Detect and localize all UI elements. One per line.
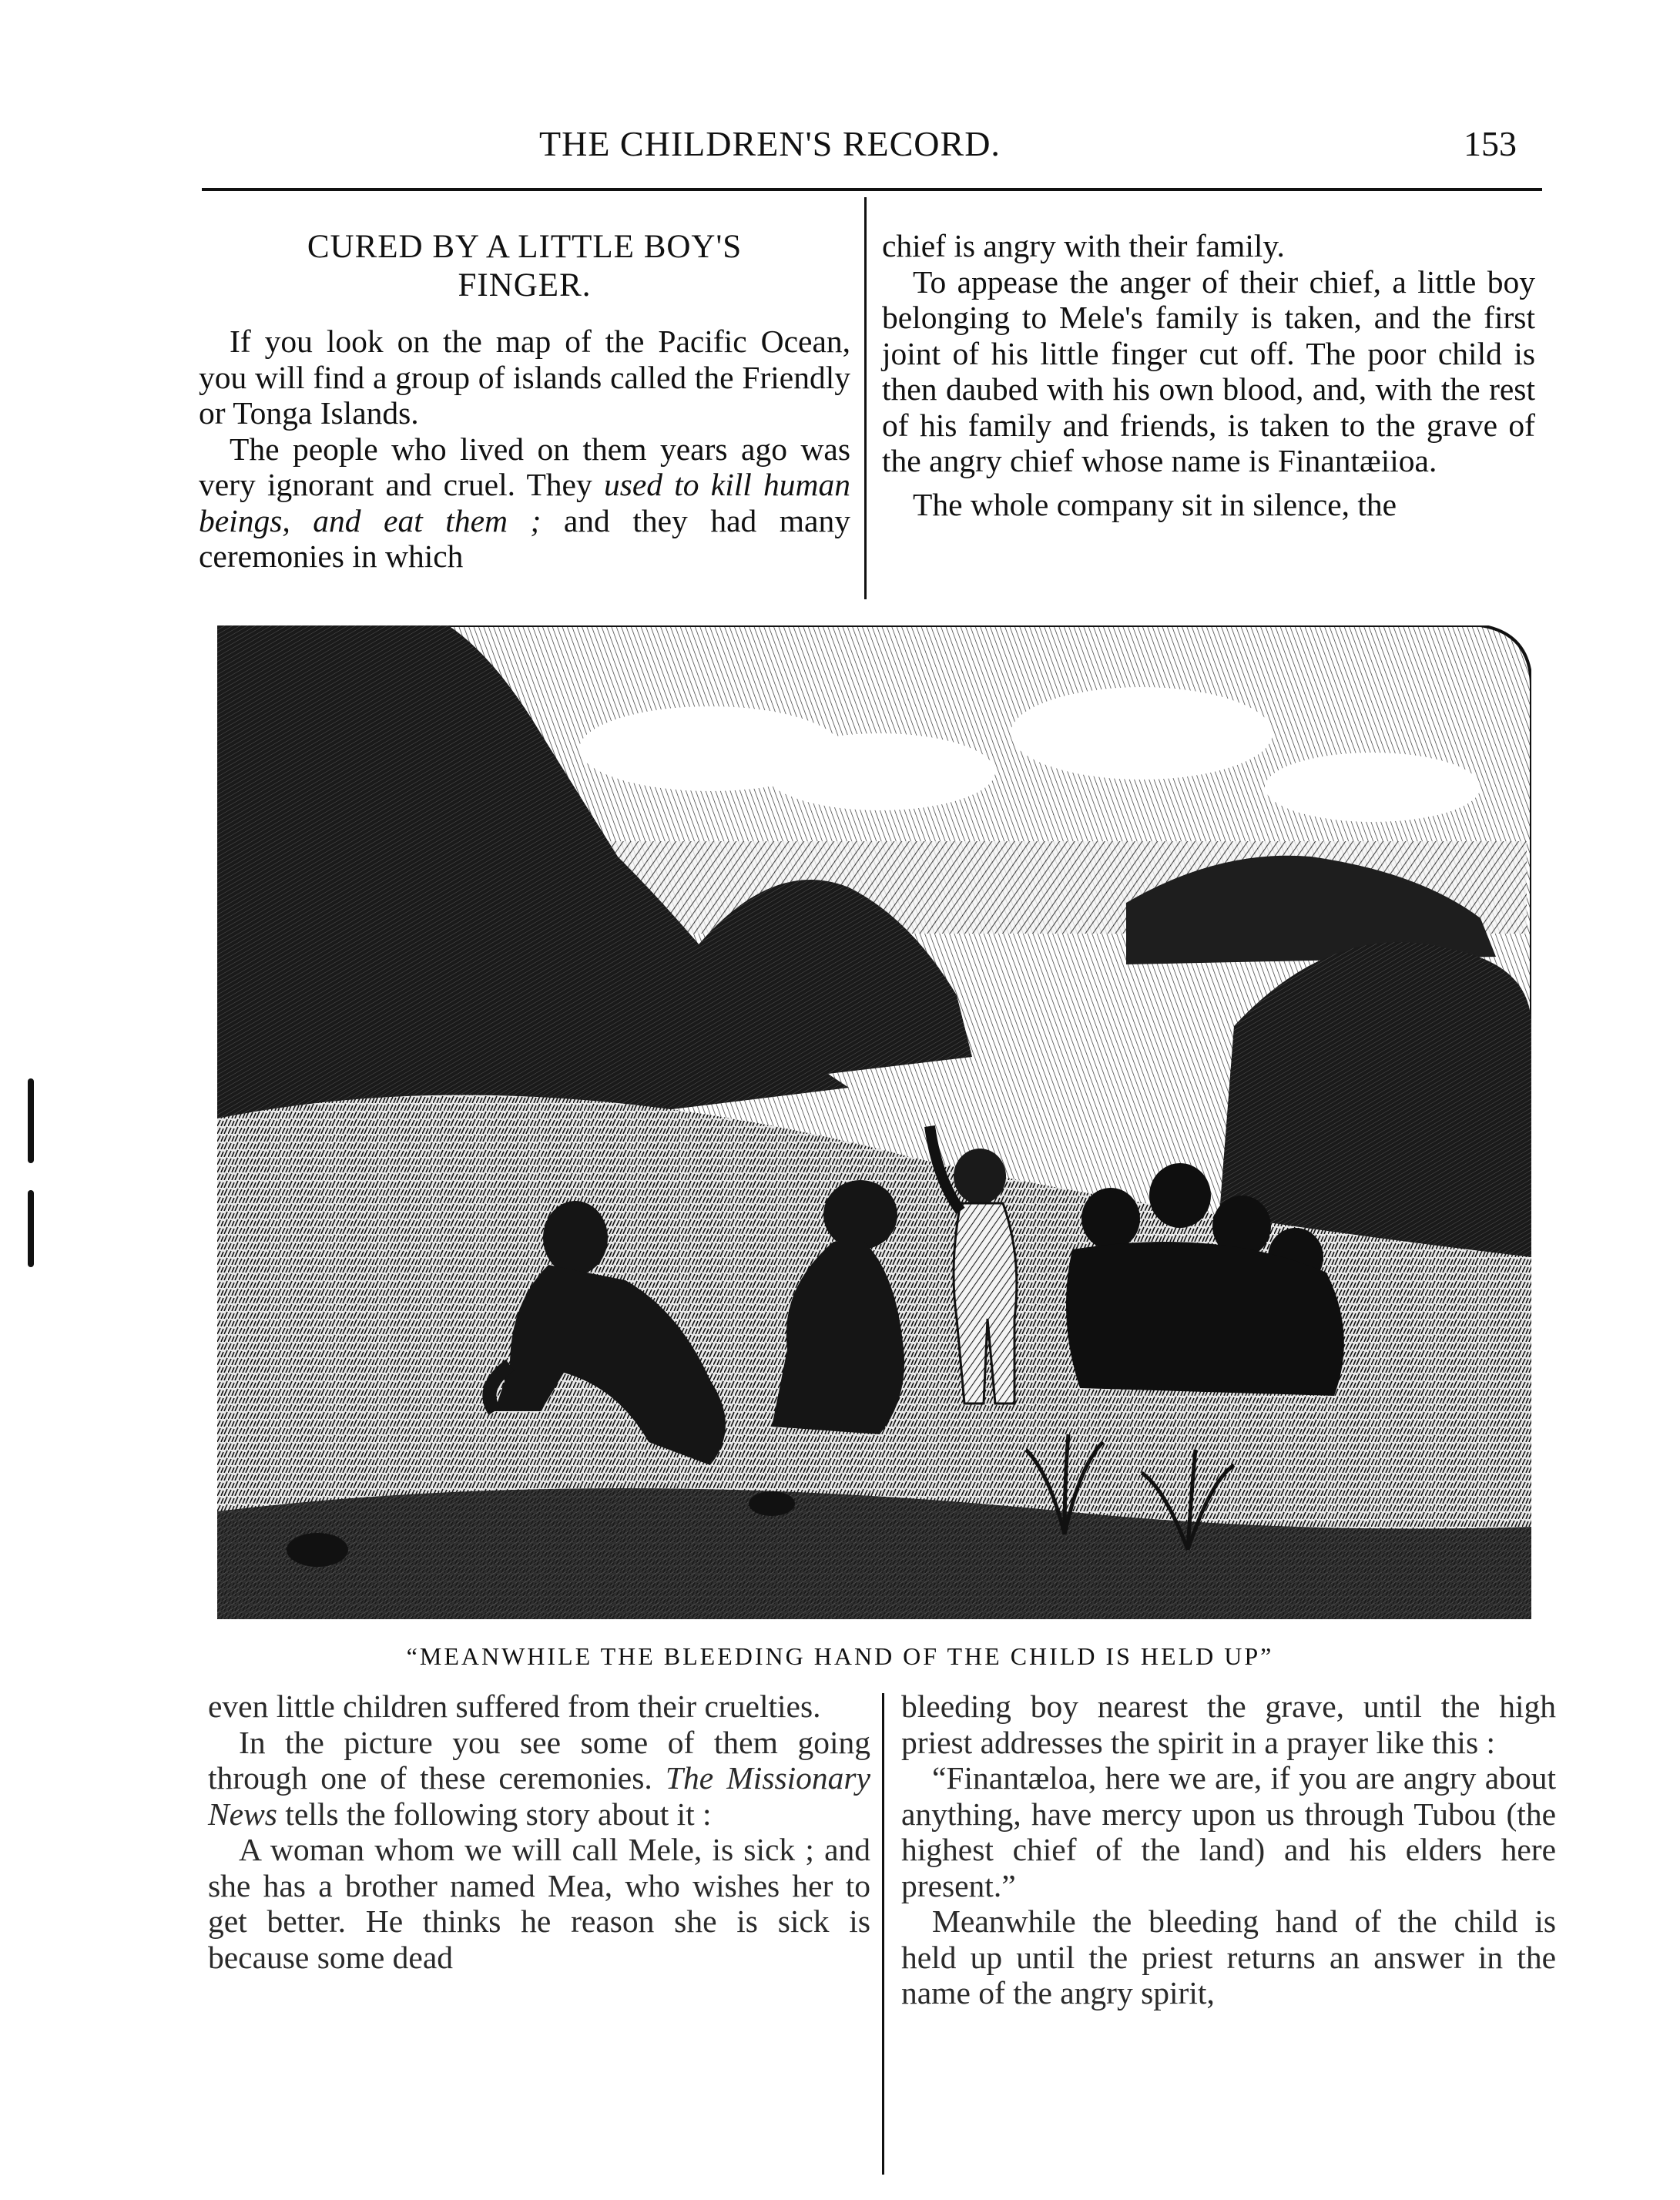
paragraph: even little children suffered from their cruelties. [208, 1689, 821, 1724]
margin-mark [28, 1190, 34, 1267]
article-title [199, 228, 850, 305]
paragraph: If you look on the map of the Pacific Ocean, you will find a group of islands called the Friendly or Tonga Islands. [199, 324, 850, 431]
margin-mark [28, 1078, 34, 1163]
article-title-line-2: FINGER. [458, 267, 592, 304]
bottom-left-column [208, 1689, 870, 1975]
paragraph: bleeding boy nearest the grave, until the high priest addresses the spirit in a prayer like this : [901, 1689, 1556, 1760]
illustration-caption: “MEANWHILE THE BLEEDING HAND OF THE CHILD IS HELD UP” [406, 1642, 1274, 1670]
paragraph: “Finantæloa, here we are, if you are angry about anything, have mercy upon us through Tubou (the highest chief of the land) and his elders here present.” [901, 1760, 1556, 1903]
top-right-column [882, 228, 1535, 522]
paragraph: A woman whom we will call Mele, is sick ; and she has a brother named Mea, who wishes her to get better. He thinks he reason she is sick is because some dead [208, 1832, 870, 1975]
engraving-illustration [217, 625, 1531, 1619]
paragraph [199, 431, 850, 575]
text-run: The people who lived on them years ago was very ignorant and cruel. They [199, 431, 850, 502]
paragraph: The whole company sit in silence, the [913, 486, 1397, 522]
paragraph: Meanwhile the bleeding hand of the child is held up until the priest returns an answer in the name of the angry spirit, [901, 1903, 1556, 2011]
bottom-right-column [901, 1689, 1556, 2011]
top-left-column [199, 228, 850, 575]
italic-text: The Missionary News [208, 1760, 870, 1832]
paragraph: chief is angry with their family. [882, 228, 1285, 263]
article-title-line-1: CURED BY A LITTLE BOY'S [307, 229, 743, 265]
italic-text: used to kill human beings, and eat them ; [199, 467, 850, 538]
paragraph [208, 1725, 870, 1833]
header-rule [202, 188, 1542, 191]
stone [287, 1533, 348, 1567]
text-run: tells the following story about it : [277, 1796, 712, 1832]
page-number: 153 [1464, 124, 1517, 163]
column-divider [864, 197, 867, 599]
text-run: and they had many ceremonies in which [199, 502, 850, 574]
running-header-title: THE CHILDREN'S RECORD. [539, 124, 1001, 163]
text-run: In the picture you see some of them going through one of these ceremonies. [208, 1724, 870, 1796]
stone [749, 1491, 795, 1516]
paragraph: To appease the anger of their chief, a little boy belonging to Mele's family is taken, and the first joint of his little finger cut off. The poor child is then daubed with his own blood, and, with the rest of his family and friends, is taken to the grave of the angry chief whose name is Finantæiioa. [882, 263, 1535, 478]
column-divider [882, 1693, 884, 2175]
